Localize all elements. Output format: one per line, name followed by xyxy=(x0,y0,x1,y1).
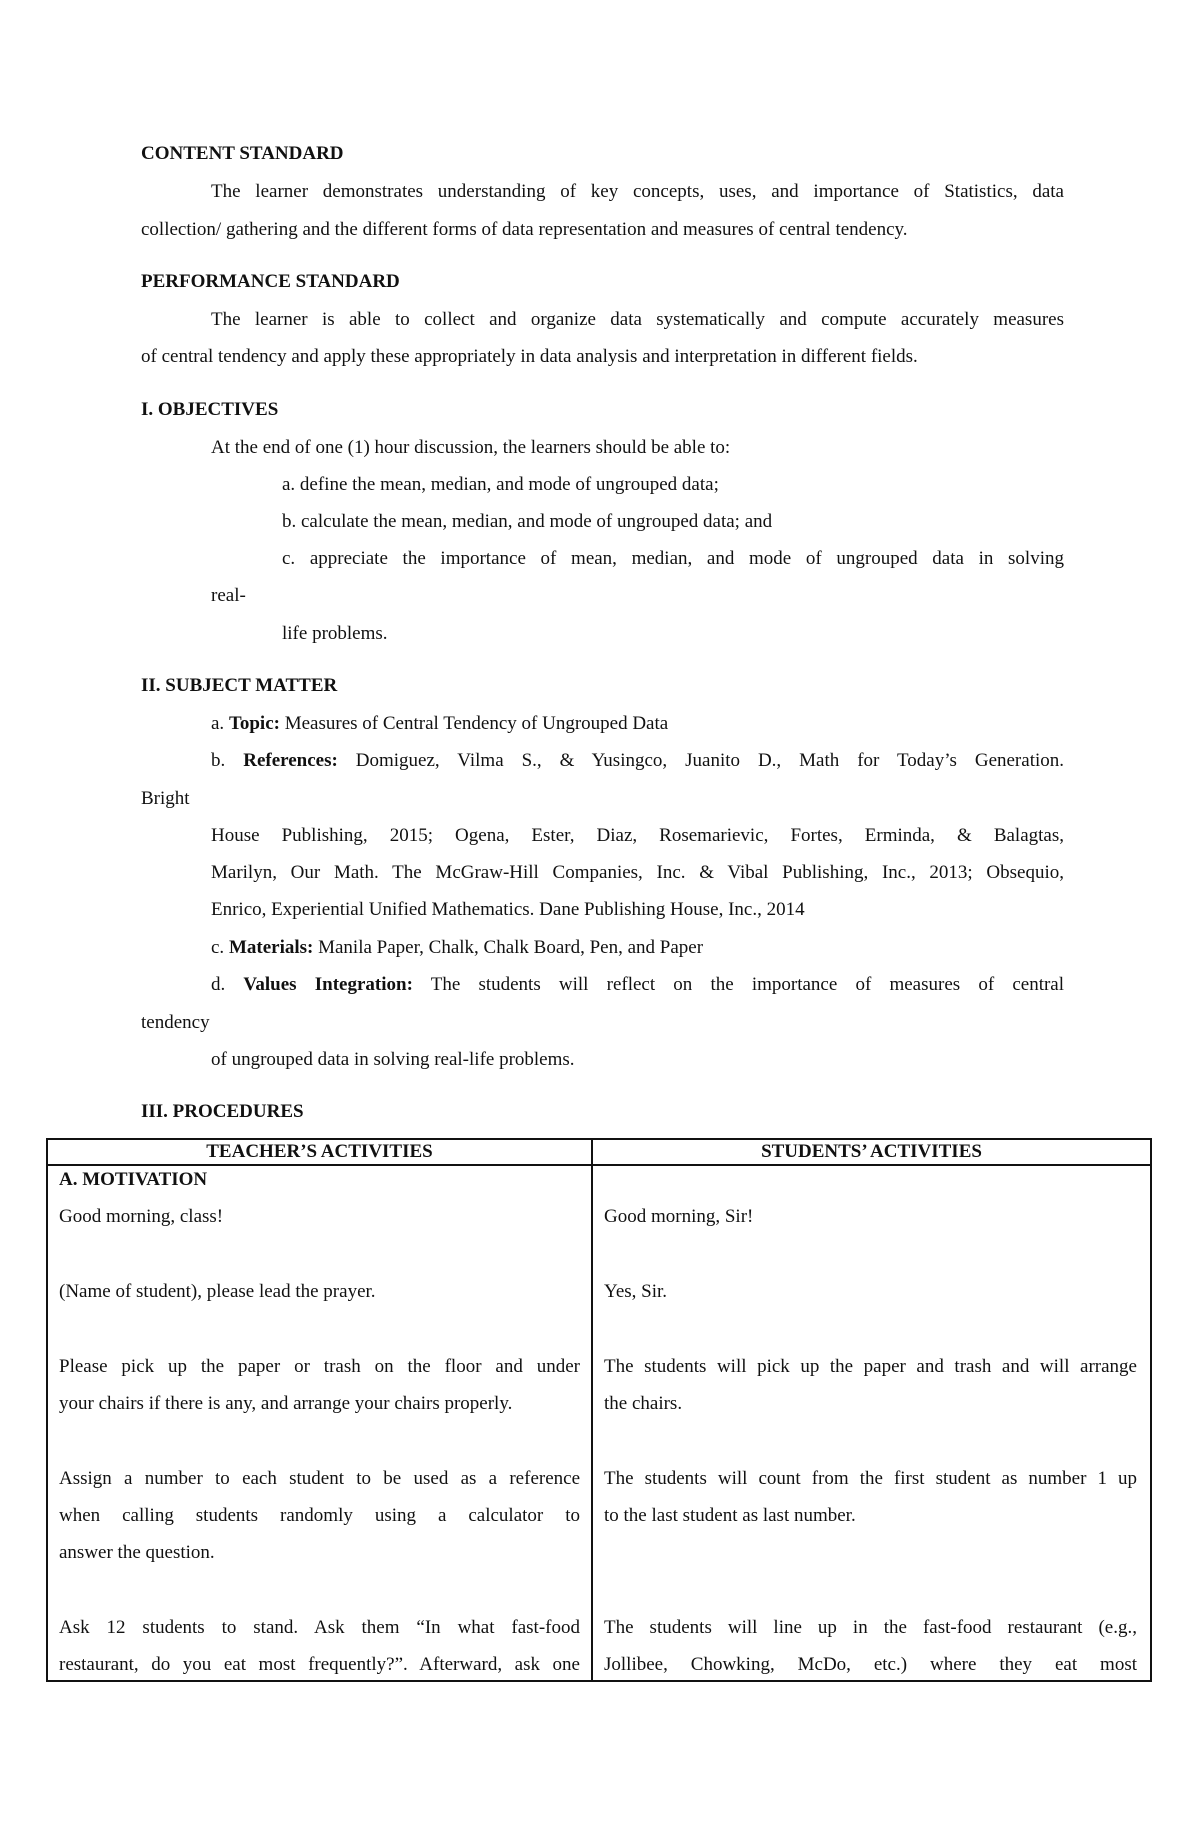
objective-item: a. define the mean, median, and mode of ungrouped data; xyxy=(282,474,719,495)
teacher-activity: when calling students randomly using a calculator to xyxy=(59,1505,580,1526)
student-activity: Jollibee, Chowking, McDo, etc.) where they eat most xyxy=(604,1654,1137,1675)
subject-matter-heading: II. SUBJECT MATTER xyxy=(141,675,338,696)
teacher-activity: Assign a number to each student to be used as a reference xyxy=(59,1468,580,1489)
student-activity: The students will line up in the fast-food restaurant (e.g., xyxy=(604,1617,1137,1638)
references-line: Enrico, Experiential Unified Mathematics. Dane Publishing House, Inc., 2014 xyxy=(211,899,805,920)
table-row xyxy=(47,1165,1151,1681)
teacher-activity: Ask 12 students to stand. Ask them “In what fast-food xyxy=(59,1617,580,1638)
values-integration-line xyxy=(211,974,1064,996)
references-line: House Publishing, 2015; Ogena, Ester, Diaz, Rosemarievic, Fortes, Erminda, & Balagtas, xyxy=(211,825,1064,846)
references-text: Domiguez, Vilma S., & Yusingco, Juanito D., Math for Today’s Generation. xyxy=(337,750,1065,771)
topic-label: Topic: xyxy=(228,713,280,734)
materials-text: Manila Paper, Chalk, Chalk Board, Pen, and Paper xyxy=(313,937,704,958)
student-activity: The students will pick up the paper and trash and will arrange xyxy=(604,1356,1137,1377)
content-standard-line: The learner demonstrates understanding of key concepts, uses, and importance of Statistics, data xyxy=(211,181,1064,202)
teacher-activity: Please pick up the paper or trash on the floor and under xyxy=(59,1356,580,1377)
teacher-activity: (Name of student), please lead the prayer. xyxy=(59,1281,376,1302)
performance-standard-heading: PERFORMANCE STANDARD xyxy=(141,271,400,292)
values-text: The students will reflect on the importance of measures of central xyxy=(412,974,1065,995)
teacher-activity: Good morning, class! xyxy=(59,1206,224,1227)
performance-standard-line: The learner is able to collect and organize data systematically and compute accurately measures xyxy=(211,309,1064,330)
content-standard-heading: CONTENT STANDARD xyxy=(141,143,344,164)
objective-item-wrap: real- xyxy=(211,585,246,606)
topic-line xyxy=(211,713,668,735)
objective-item-cont: life problems. xyxy=(282,623,388,644)
student-activity: to the last student as last number. xyxy=(604,1505,856,1526)
teacher-activities-cell xyxy=(47,1165,592,1681)
references-line xyxy=(211,750,1064,772)
objectives-heading: I. OBJECTIVES xyxy=(141,399,279,420)
teacher-activity: restaurant, do you eat most frequently?”. Afterward, ask one xyxy=(59,1654,580,1675)
materials-label: Materials: xyxy=(228,937,314,958)
students-activities-cell xyxy=(592,1165,1151,1681)
student-activity: the chairs. xyxy=(604,1393,683,1414)
performance-standard-line: of central tendency and apply these appropriately in data analysis and interpretation in different fields. xyxy=(141,346,918,367)
teacher-activity: answer the question. xyxy=(59,1542,215,1563)
materials-line xyxy=(211,937,703,959)
objectives-intro: At the end of one (1) hour discussion, the learners should be able to: xyxy=(211,437,731,458)
student-activity: The students will count from the first student as number 1 up xyxy=(604,1468,1137,1489)
objective-item: b. calculate the mean, median, and mode of ungrouped data; and xyxy=(282,511,773,532)
references-line: Marilyn, Our Math. The McGraw-Hill Companies, Inc. & Vibal Publishing, Inc., 2013; Obsequio, xyxy=(211,862,1064,883)
objective-item: c. appreciate the importance of mean, median, and mode of ungrouped data in solving xyxy=(282,548,1064,569)
teacher-activities-header: TEACHER’S ACTIVITIES xyxy=(47,1139,592,1165)
values-prefix: d. xyxy=(211,974,244,995)
procedures-heading: III. PROCEDURES xyxy=(141,1101,304,1122)
topic-text: Measures of Central Tendency of Ungrouped Data xyxy=(279,713,669,734)
student-activity: Good morning, Sir! xyxy=(604,1206,754,1227)
references-prefix: b. xyxy=(211,750,244,771)
student-activity: Yes, Sir. xyxy=(604,1281,668,1302)
motivation-heading: A. MOTIVATION xyxy=(59,1169,208,1190)
students-activities-header: STUDENTS’ ACTIVITIES xyxy=(592,1139,1151,1165)
topic-prefix: a. xyxy=(211,713,229,734)
procedures-table xyxy=(46,1138,1152,1682)
materials-prefix: c. xyxy=(211,937,229,958)
table-header-row xyxy=(47,1139,1151,1165)
values-label: Values Integration: xyxy=(243,974,413,995)
teacher-activity: your chairs if there is any, and arrange your chairs properly. xyxy=(59,1393,513,1414)
references-wrap: Bright xyxy=(141,788,190,809)
values-integration-line: of ungrouped data in solving real-life problems. xyxy=(211,1049,575,1070)
values-wrap: tendency xyxy=(141,1012,210,1033)
content-standard-line: collection/ gathering and the different forms of data representation and measures of central tendency. xyxy=(141,219,908,240)
references-label: References: xyxy=(243,750,338,771)
